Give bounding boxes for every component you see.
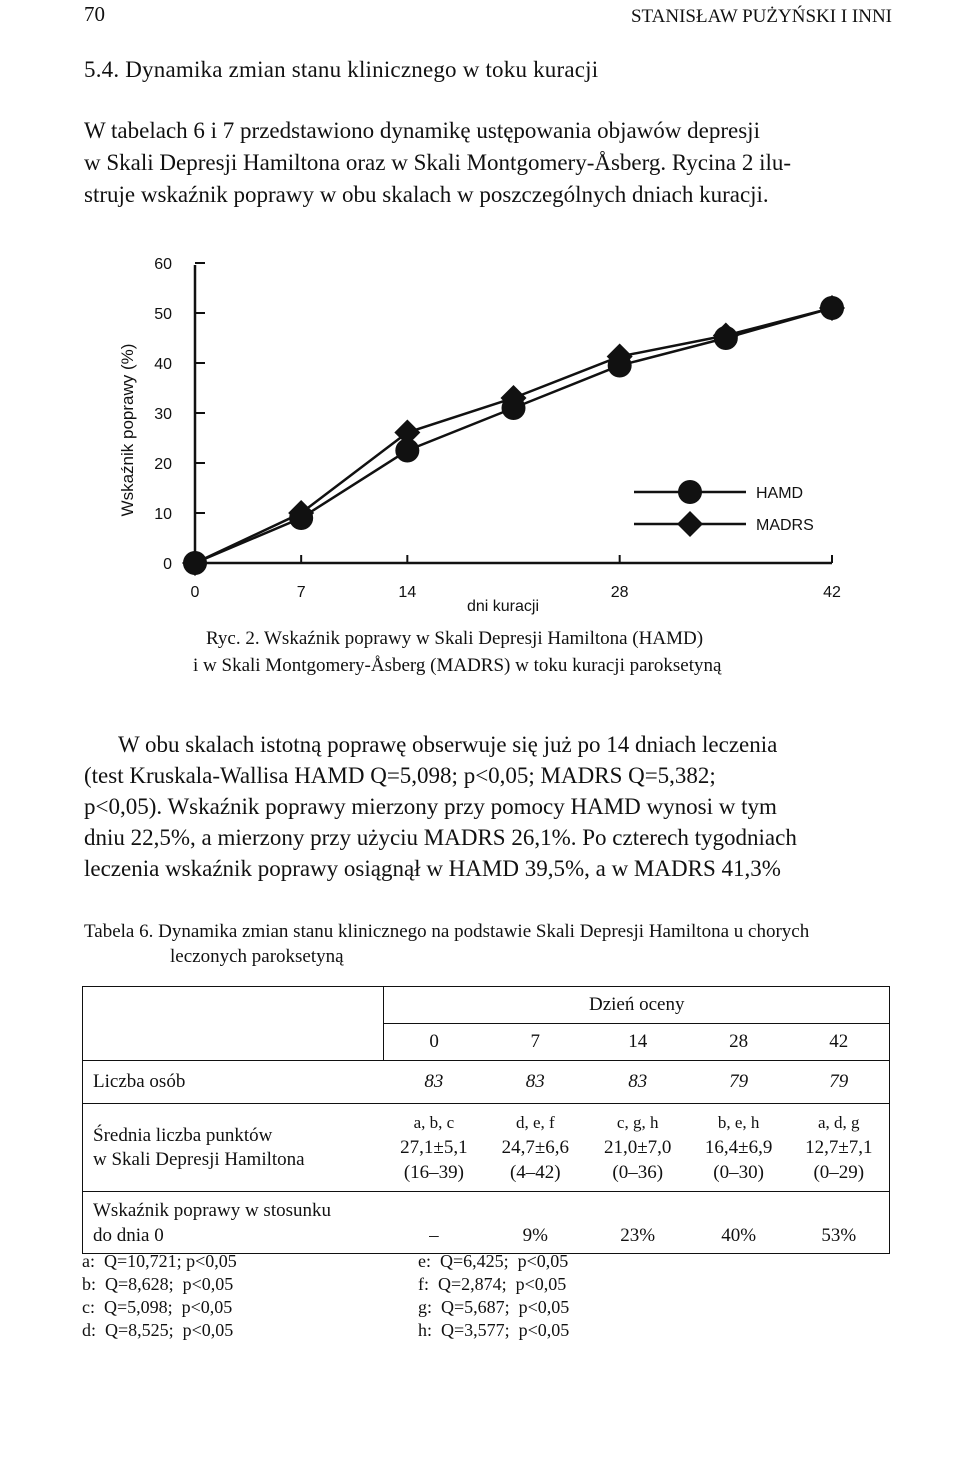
row-label-line: do dnia 0: [93, 1224, 164, 1246]
range-value: (0–30): [713, 1162, 764, 1183]
intro-line: W tabelach 6 i 7 przedstawiono dynamikę ustępowania objawów depresji: [84, 118, 760, 143]
y-tick-label: 50: [154, 306, 172, 323]
intro-line: struje wskaźnik poprawy w obu skalach w poszczególnych dniach kuracji.: [84, 182, 769, 207]
y-tick-label: 40: [154, 356, 172, 373]
body-line: p<0,05). Wskaźnik poprawy mierzony przy pomocy HAMD wynosi w tym: [84, 794, 777, 819]
footnote: h: Q=3,577; p<0,05: [418, 1320, 570, 1340]
table-header-row: [83, 987, 890, 1024]
table-cell: 83: [628, 1071, 648, 1092]
day-header: 7: [484, 1024, 587, 1061]
body-line: dniu 22,5%, a mierzony przy użyciu MADRS 26,1%. Po czterech tygodniach: [84, 825, 797, 850]
table-cell: [484, 1104, 587, 1192]
intro-paragraph: [84, 115, 894, 211]
row-label: [83, 1104, 384, 1192]
table-cell: [384, 1104, 484, 1192]
day-header: 0: [384, 1024, 484, 1061]
intro-line: w Skali Depresji Hamiltona oraz w Skali Montgomery-Åsberg. Rycina 2 ilu-: [84, 150, 792, 175]
day-header: 42: [789, 1024, 890, 1061]
legend: [634, 480, 814, 537]
row-label-line: w Skali Depresji Hamiltona: [93, 1148, 305, 1170]
improvement-chart: [90, 245, 860, 620]
table-cell: 40%: [721, 1225, 757, 1246]
footnote: e: Q=6,425; p<0,05: [418, 1251, 569, 1271]
footnote: a: Q=10,721; p<0,05: [82, 1251, 237, 1271]
x-tick-label: 42: [823, 584, 841, 601]
row-label-line: Wskaźnik poprawy w stosunku: [93, 1199, 331, 1221]
row-label: Liczba osób: [83, 1061, 384, 1104]
y-axis-label: Wskaźnik poprawy (%): [118, 343, 137, 517]
mean-value: 21,0±7,0: [603, 1137, 672, 1158]
figure-caption-line-1: Ryc. 2. Wskaźnik poprawy w Skali Depresji Hamiltona (HAMD): [206, 628, 704, 649]
row-label: [83, 1192, 384, 1254]
mean-value: 12,7±7,1: [805, 1137, 873, 1158]
body-line: leczenia wskaźnik poprawy osiągnął w HAMD 39,5%, a w MADRS 41,3%: [84, 856, 781, 881]
legend-hamd-label: HAMD: [756, 485, 804, 502]
body-paragraph: [84, 729, 894, 884]
y-tick-label: 60: [154, 256, 172, 273]
legend-madrs-marker: [677, 511, 703, 537]
body-line: W obu skalach istotną poprawę obserwuje się już po 14 dniach leczenia: [118, 732, 778, 757]
table-cell: [587, 1104, 689, 1192]
range-value: (16–39): [403, 1162, 464, 1183]
x-tick-label: 7: [296, 584, 306, 601]
data-point-madrs: [819, 295, 845, 321]
table-cell: 79: [729, 1071, 749, 1092]
significance-letters: b, e, h: [717, 1113, 760, 1132]
table-caption-text: Dynamika zmian stanu klinicznego na podstawie Skali Depresji Hamiltona u chorych: [158, 921, 810, 942]
figure-caption-line-2: i w Skali Montgomery-Åsberg (MADRS) w toku kuracji paroksetyną: [193, 655, 722, 676]
body-line: (test Kruskala-Wallisa HAMD Q=5,098; p<0,05; MADRS Q=5,382;: [84, 763, 716, 788]
table-row-count: [83, 1061, 890, 1104]
table-caption-label: Tabela 6.: [84, 921, 154, 942]
table-cell: 23%: [620, 1225, 656, 1246]
range-value: (0–36): [612, 1162, 664, 1183]
range-value: (4–42): [509, 1162, 561, 1183]
table-cell: [789, 1104, 890, 1192]
footnote: c: Q=5,098; p<0,05: [82, 1297, 233, 1317]
day-header: 14: [587, 1024, 689, 1061]
y-tick-label: 30: [154, 406, 172, 423]
x-tick-label: 0: [190, 584, 200, 601]
table-cell: [689, 1104, 789, 1192]
table-caption-line-2: leczonych paroksetyną: [170, 946, 344, 967]
legend-madrs-label: MADRS: [756, 517, 814, 534]
significance-letters: d, e, f: [515, 1113, 555, 1132]
table-6: [82, 986, 890, 1254]
table-row-mean: [83, 1104, 890, 1192]
footnote: b: Q=8,628; p<0,05: [82, 1274, 234, 1294]
mean-value: 16,4±6,9: [704, 1137, 773, 1158]
y-tick-label: 20: [154, 456, 172, 473]
table-cell: 9%: [522, 1225, 548, 1246]
y-axis-label-group: [118, 344, 137, 517]
table-cell: –: [429, 1225, 439, 1246]
y-tick-label: 0: [163, 556, 172, 573]
range-value: (0–29): [813, 1162, 865, 1183]
running-title: STANISŁAW PUŻYŃSKI I INNI: [630, 6, 892, 27]
series-group: [182, 295, 845, 576]
x-tick-label: 28: [610, 584, 629, 601]
x-axis-label: dni kuracji: [466, 598, 540, 615]
table-cell: 79: [789, 1061, 890, 1104]
y-ticks: [154, 256, 205, 573]
mean-value: 27,1±5,1: [400, 1137, 468, 1158]
footnote: d: Q=8,525; p<0,05: [82, 1320, 234, 1340]
table-cell: 53%: [789, 1192, 890, 1254]
significance-letters: c, g, h: [616, 1113, 659, 1132]
footnote: g: Q=5,687; p<0,05: [418, 1297, 570, 1317]
significance-letters: a, b, c: [413, 1113, 455, 1132]
footnote: f: Q=2,874; p<0,05: [418, 1274, 567, 1294]
y-tick-label: 10: [154, 506, 172, 523]
table-days-row: [83, 1024, 890, 1061]
table-cell: 83: [525, 1071, 545, 1092]
section-title: 5.4. Dynamika zmian stanu klinicznego w toku kuracji: [84, 57, 599, 82]
table-caption-line-1: [84, 921, 809, 943]
page-number: 70: [84, 2, 105, 26]
table-row-index: [83, 1192, 890, 1254]
x-tick-label: 14: [398, 584, 417, 601]
mean-value: 24,7±6,6: [501, 1137, 570, 1158]
significance-letters: a, d, g: [818, 1113, 860, 1132]
group-header: Dzień oceny: [384, 987, 890, 1024]
row-label-line: Średnia liczba punktów: [93, 1124, 273, 1146]
table-cell: 83: [424, 1071, 444, 1092]
data-point-madrs: [394, 420, 420, 446]
legend-hamd-marker: [678, 480, 702, 504]
footnotes-left: [82, 1250, 237, 1342]
data-point-madrs: [182, 550, 208, 576]
day-header: 28: [689, 1024, 789, 1061]
footnotes-right: [418, 1250, 569, 1342]
